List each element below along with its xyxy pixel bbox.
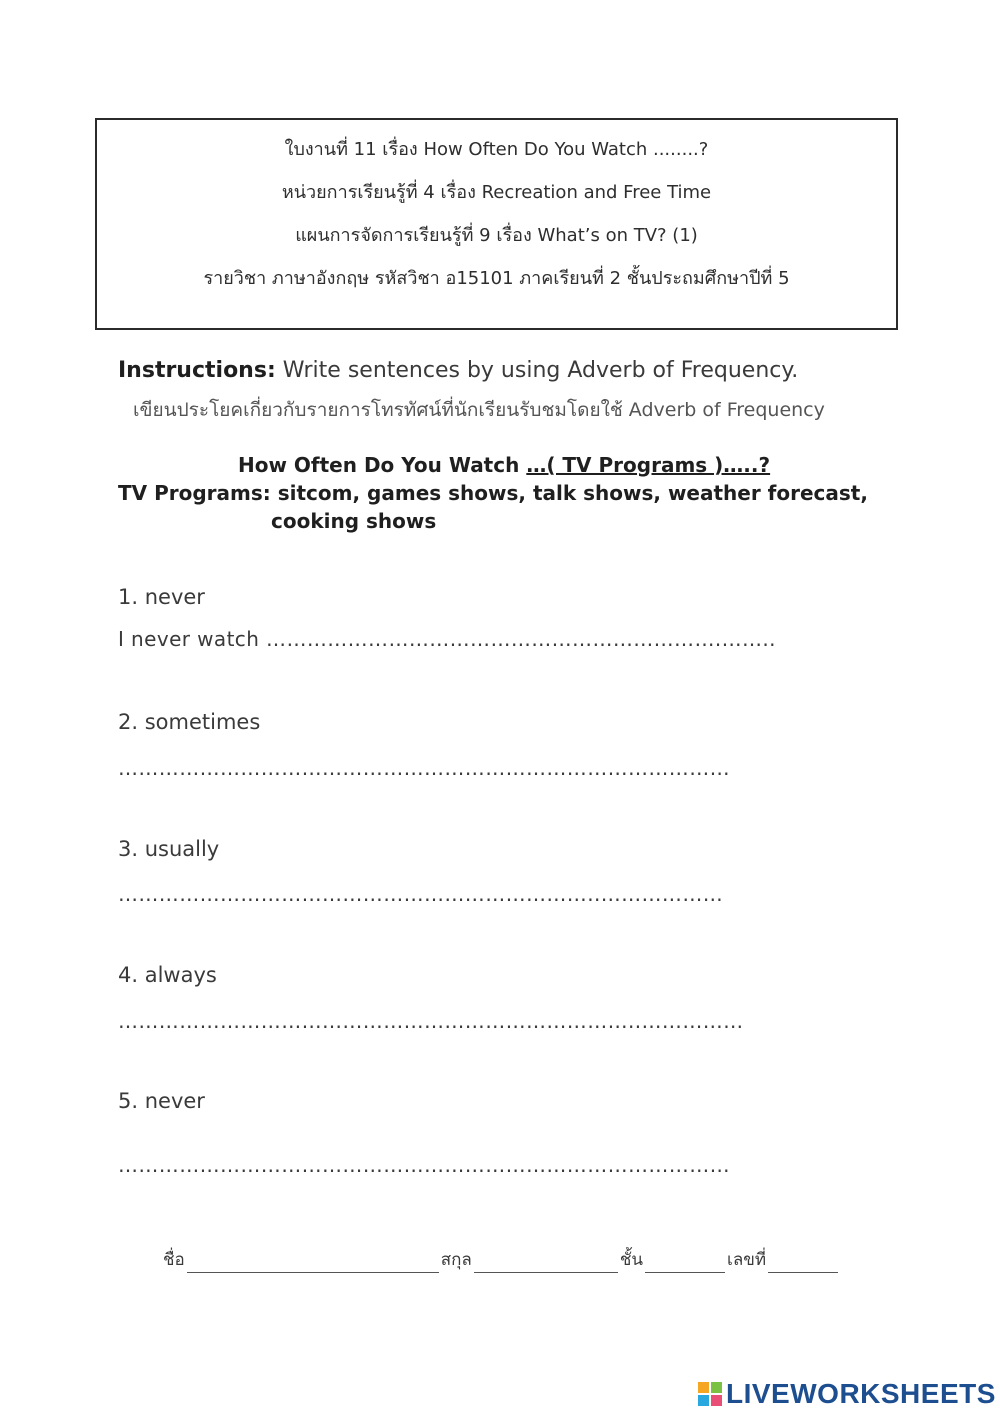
- item-label-5: 5. never: [118, 1089, 205, 1113]
- instructions: [118, 358, 798, 383]
- tv-programs-label: TV Programs:: [118, 481, 278, 505]
- liveworksheets-logo-text: LIVEWORKSHEETS: [726, 1378, 996, 1409]
- item-label-1: 1. never: [118, 585, 205, 609]
- surname-field[interactable]: [474, 1256, 618, 1273]
- student-info-footer: [163, 1246, 840, 1273]
- instructions-label: Instructions:: [118, 358, 276, 383]
- logo-square: [698, 1395, 709, 1406]
- name-field[interactable]: [187, 1256, 439, 1273]
- worksheet-header-box: [95, 118, 898, 330]
- class-field[interactable]: [645, 1256, 725, 1273]
- answer-line-4[interactable]: …………………………………………………………………..……………: [118, 1009, 744, 1033]
- instructions-text: Write sentences by using Adverb of Frequency.: [275, 358, 799, 383]
- answer-line-5[interactable]: ………………………………………………………………………………: [118, 1153, 730, 1177]
- answer-line-2[interactable]: ………………………………………………………………………………: [118, 756, 730, 780]
- liveworksheets-logo-icon: [698, 1382, 722, 1406]
- tv-programs-list-2: cooking shows: [271, 509, 437, 533]
- lesson-plan: แผนการจัดการเรียนรู้ที่ 9 เรื่อง What’s on TV? (1): [295, 225, 698, 246]
- logo-square: [711, 1395, 722, 1406]
- surname-label: สกุล: [440, 1250, 472, 1270]
- instructions-thai: เขียนประโยคเกี่ยวกับรายการโทรทัศน์ที่นักเรียนรับชมโดยใช้ Adverb of Frequency: [133, 399, 825, 421]
- learning-unit: หน่วยการเรียนรู้ที่ 4 เรื่อง Recreation and Free Time: [281, 182, 712, 203]
- tv-programs-list-1: sitcom, games shows, talk shows, weather forecast,: [277, 481, 868, 505]
- number-label: เลขที่: [727, 1250, 767, 1270]
- name-label: ชื่อ: [163, 1250, 185, 1270]
- class-label: ชั้น: [619, 1250, 644, 1270]
- logo-square: [711, 1382, 722, 1393]
- course-info: รายวิชา ภาษาอังกฤษ รหัสวิชา อ15101 ภาคเรียนที่ 2 ชั้นประถมศึกษาปีที่ 5: [203, 268, 790, 289]
- item-label-4: 4. always: [118, 963, 217, 987]
- logo-square: [698, 1382, 709, 1393]
- tv-programs-line: [118, 481, 868, 505]
- topic-underlined: …( TV Programs )…..?: [526, 453, 771, 477]
- item-label-2: 2. sometimes: [118, 710, 261, 734]
- worksheet-title: ใบงานที่ 11 เรื่อง How Often Do You Watch ........?: [284, 139, 709, 160]
- answer-line-3[interactable]: ……………………………………………………………..………………: [118, 882, 724, 906]
- number-field[interactable]: [768, 1256, 838, 1273]
- topic-prefix: How Often Do You Watch: [238, 453, 527, 477]
- liveworksheets-logo: [698, 1378, 996, 1410]
- topic-question: [238, 453, 770, 477]
- answer-line-1[interactable]: I never watch ………………………………………………………….……..: [118, 627, 776, 651]
- item-label-3: 3. usually: [118, 837, 220, 861]
